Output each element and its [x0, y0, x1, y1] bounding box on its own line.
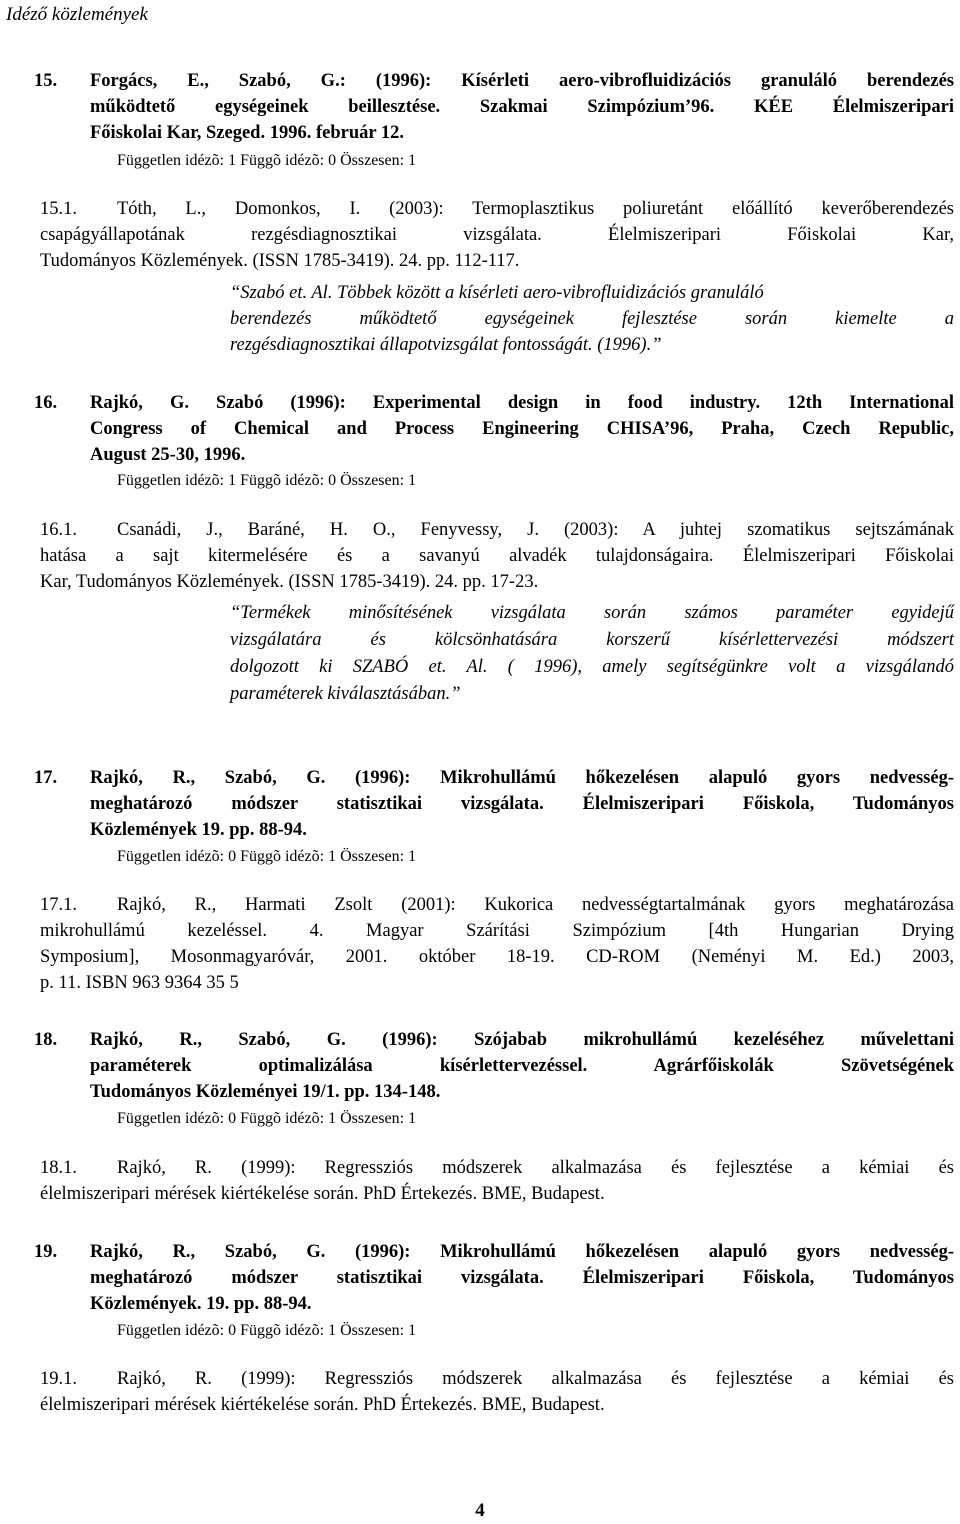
citation-count: Független idézõ: 0 Függõ idézõ: 1 Összesen: 1 — [117, 1322, 417, 1339]
sub-entry-number: 16.1. — [40, 520, 77, 540]
sub-entry-number: 18.1. — [40, 1158, 77, 1178]
entry-number: 17. — [34, 768, 58, 788]
entry-line: Rajkó, R., Szabó, G. (1996): Mikrohullámú hőkezelésen alapuló gyors nedvesség- — [90, 768, 954, 788]
quote-line: paraméterek kiválasztásában.” — [230, 684, 461, 704]
sub-entry-line: Tudományos Közlemények. (ISSN 1785-3419). 24. pp. 112-117. — [40, 251, 520, 271]
entry-number: 18. — [34, 1030, 58, 1050]
entry-number: 19. — [34, 1242, 58, 1262]
entry-line: Rajkó, R., Szabó, G. (1996): Szójabab mikrohullámú kezeléséhez művelettani — [90, 1030, 954, 1050]
entry-line: Főiskolai Kar, Szeged. 1996. február 12. — [90, 123, 404, 143]
entry-line: Tudományos Közleményei 19/1. pp. 134-148. — [90, 1082, 441, 1102]
sub-entry-line: Kar, Tudományos Közlemények. (ISSN 1785-3419). 24. pp. 17-23. — [40, 572, 539, 592]
entry-line: meghatározó módszer statisztikai vizsgálata. Élelmiszeripari Főiskola, Tudományos — [90, 794, 954, 814]
sub-entry-line: p. 11. ISBN 963 9364 35 5 — [40, 973, 239, 993]
quote-line: vizsgálatára és kölcsönhatására korszerű kísérlettervezési módszert — [230, 630, 954, 650]
sub-entry-line: mikrohullámú kezeléssel. 4. Magyar Szárítási Szimpózium [4th Hungarian Drying — [40, 921, 954, 941]
sub-entry-number: 15.1. — [40, 199, 77, 219]
sub-entry-number: 17.1. — [40, 895, 77, 915]
entry-line: paraméterek optimalizálása kísérlettervezéssel. Agrárfőiskolák Szövetségének — [90, 1056, 954, 1076]
quote-line: “Szabó et. Al. Többek között a kísérleti aero-vibrofluidizációs granuláló — [230, 283, 764, 303]
sub-entry-line: Rajkó, R. (1999): Regressziós módszerek alkalmazása és fejlesztése a kémiai és — [117, 1158, 954, 1178]
sub-entry-line: Symposium], Mosonmagyaróvár, 2001. október 18-19. CD-ROM (Neményi M. Ed.) 2003, — [40, 947, 954, 967]
entry-line: Közlemények 19. pp. 88-94. — [90, 820, 307, 840]
quote-line: dolgozott ki SZABÓ et. Al. ( 1996), amely segítségünkre volt a vizsgálandó — [230, 657, 954, 677]
entry-number: 15. — [34, 71, 58, 91]
citation-count: Független idézõ: 0 Függõ idézõ: 1 Összesen: 1 — [117, 1110, 417, 1127]
quote-line: “Termékek minősítésének vizsgálata során számos paraméter egyidejű — [230, 603, 954, 623]
sub-entry-line: Tóth, L., Domonkos, I. (2003): Termoplasztikus poliuretánt előállító keverőberendezés — [117, 199, 954, 219]
entry-line: Rajkó, G. Szabó (1996): Experimental design in food industry. 12th International — [90, 393, 954, 413]
entry-line: meghatározó módszer statisztikai vizsgálata. Élelmiszeripari Főiskola, Tudományos — [90, 1268, 954, 1288]
sub-entry-number: 19.1. — [40, 1369, 77, 1389]
citation-count: Független idézõ: 1 Függõ idézõ: 0 Összesen: 1 — [117, 152, 417, 169]
entry-line: Forgács, E., Szabó, G.: (1996): Kísérleti aero-vibrofluidizációs granuláló berendezés — [90, 71, 954, 91]
entry-line: August 25-30, 1996. — [90, 445, 246, 465]
citation-count: Független idézõ: 0 Függõ idézõ: 1 Összesen: 1 — [117, 848, 417, 865]
page-header-title: Idéző közlemények — [6, 4, 148, 25]
sub-entry-line: Rajkó, R., Harmati Zsolt (2001): Kukorica nedvességtartalmának gyors meghatározása — [117, 895, 954, 915]
entry-number: 16. — [34, 393, 58, 413]
sub-entry-line: élelmiszeripari mérések kiértékelése során. PhD Értekezés. BME, Budapest. — [40, 1395, 605, 1415]
entry-line: Rajkó, R., Szabó, G. (1996): Mikrohullámú hőkezelésen alapuló gyors nedvesség- — [90, 1242, 954, 1262]
sub-entry-line: Csanádi, J., Baráné, H. O., Fenyvessy, J. (2003): A juhtej szomatikus sejtszámának — [117, 520, 954, 540]
quote-line: rezgésdiagnosztikai állapotvizsgálat fontosságát. (1996).” — [230, 335, 662, 355]
quote-line: berendezés működtető egységeinek fejlesztése során kiemelte a — [230, 309, 954, 329]
sub-entry-line: csapágyállapotának rezgésdiagnosztikai vizsgálata. Élelmiszeripari Főiskolai Kar, — [40, 225, 954, 245]
citation-count: Független idézõ: 1 Függõ idézõ: 0 Összesen: 1 — [117, 472, 417, 489]
entry-line: működtető egységeinek beillesztése. Szakmai Szimpózium’96. KÉE Élelmiszeripari — [90, 97, 954, 117]
sub-entry-line: hatása a sajt kitermelésére és a savanyú alvadék tulajdonságaira. Élelmiszeripari Főiskolai — [40, 546, 954, 566]
page-number: 4 — [475, 1500, 485, 1521]
sub-entry-line: Rajkó, R. (1999): Regressziós módszerek alkalmazása és fejlesztése a kémiai és — [117, 1369, 954, 1389]
sub-entry-line: élelmiszeripari mérések kiértékelése során. PhD Értekezés. BME, Budapest. — [40, 1184, 605, 1204]
entry-line: Közlemények. 19. pp. 88-94. — [90, 1294, 312, 1314]
entry-line: Congress of Chemical and Process Engineering CHISA’96, Praha, Czech Republic, — [90, 419, 954, 439]
